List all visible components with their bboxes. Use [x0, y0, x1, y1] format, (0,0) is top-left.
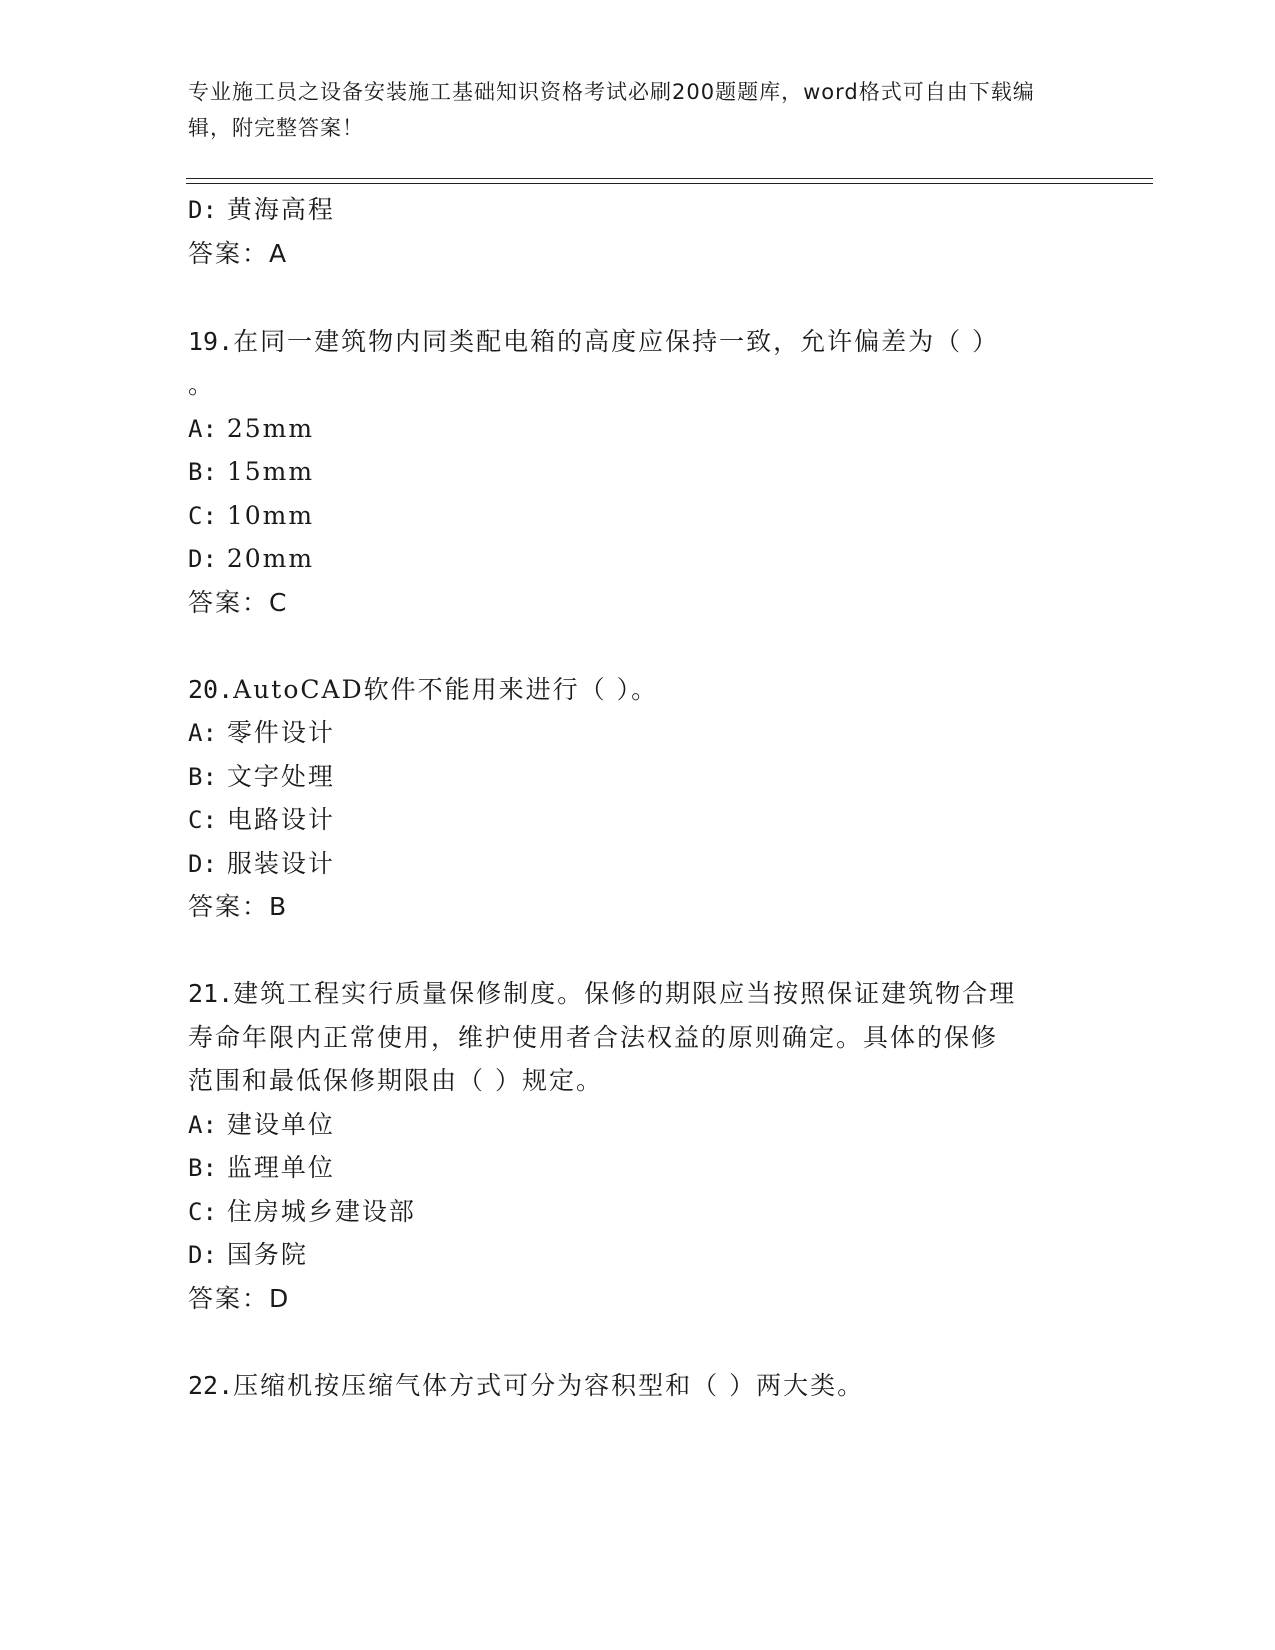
option-label: D: [188, 196, 217, 224]
option-text: 20mm [226, 544, 315, 573]
question-19-answer: 答案：C [188, 588, 289, 617]
option-text: 零件设计 [226, 718, 335, 747]
question-21-line-1 [188, 977, 1016, 1011]
option-text: 国务院 [226, 1240, 308, 1269]
question-20-option-a [188, 716, 335, 750]
question-text: AutoCAD软件不能用来进行（ ）。 [233, 675, 659, 704]
question-19-option-d [188, 542, 314, 576]
option-label: D: [188, 850, 217, 878]
question-number: 21. [188, 979, 234, 1008]
prev-answer: 答案：A [188, 239, 289, 268]
question-20-option-d [188, 847, 335, 881]
question-20-answer: 答案：B [188, 892, 289, 921]
option-text: 电路设计 [226, 805, 335, 834]
option-label: C: [188, 1198, 217, 1226]
question-21-option-b [188, 1151, 335, 1185]
question-21-line-3: 范围和最低保修期限由（ ）规定。 [188, 1066, 603, 1095]
question-19-option-a [188, 412, 314, 446]
option-text: 黄海高程 [226, 195, 335, 224]
option-text: 25mm [226, 414, 315, 443]
question-number: 22. [188, 1371, 234, 1400]
question-number: 19. [188, 327, 234, 356]
question-text: 在同一建筑物内同类配电箱的高度应保持一致，允许偏差为（ ） [233, 327, 1000, 356]
question-21-answer: 答案：D [188, 1284, 291, 1313]
document-header: 专业施工员之设备安装施工基础知识资格考试必刷200题题库，word格式可自由下载编辑，附完整答案！ [188, 80, 1035, 140]
option-label: A: [188, 1111, 217, 1139]
option-text: 文字处理 [226, 762, 335, 791]
question-20-line-1 [188, 673, 658, 707]
header-divider-bottom [186, 183, 1153, 184]
option-label: A: [188, 415, 217, 443]
option-label: C: [188, 806, 217, 834]
question-text: 压缩机按压缩气体方式可分为容积型和（ ）两大类。 [233, 1371, 865, 1400]
prev-option-d [188, 193, 335, 227]
question-text: 建筑工程实行质量保修制度。保修的期限应当按照保证建筑物合理 [233, 979, 1017, 1008]
question-21-option-a [188, 1108, 335, 1142]
option-text: 建设单位 [226, 1110, 335, 1139]
question-22-line-1 [188, 1369, 864, 1403]
question-21-line-2: 寿命年限内正常使用，维护使用者合法权益的原则确定。具体的保修 [188, 1023, 999, 1052]
question-19-option-b [188, 455, 314, 489]
question-19-line-2: 。 [188, 370, 216, 399]
option-label: A: [188, 719, 217, 747]
option-label: D: [188, 545, 217, 573]
option-text: 10mm [226, 501, 315, 530]
question-20-option-c [188, 803, 335, 837]
option-text: 15mm [226, 457, 315, 486]
question-20-option-b [188, 760, 335, 794]
option-label: B: [188, 458, 217, 486]
option-text: 监理单位 [226, 1153, 335, 1182]
option-label: B: [188, 763, 217, 791]
question-19-line-1 [188, 325, 999, 359]
option-label: C: [188, 502, 217, 530]
option-label: D: [188, 1241, 217, 1269]
option-label: B: [188, 1154, 217, 1182]
option-text: 服装设计 [226, 849, 335, 878]
option-text: 住房城乡建设部 [226, 1197, 416, 1226]
question-19-option-c [188, 499, 314, 533]
header-divider-top [186, 178, 1153, 179]
question-number: 20. [188, 675, 234, 704]
question-21-option-c [188, 1195, 416, 1229]
question-21-option-d [188, 1238, 308, 1272]
